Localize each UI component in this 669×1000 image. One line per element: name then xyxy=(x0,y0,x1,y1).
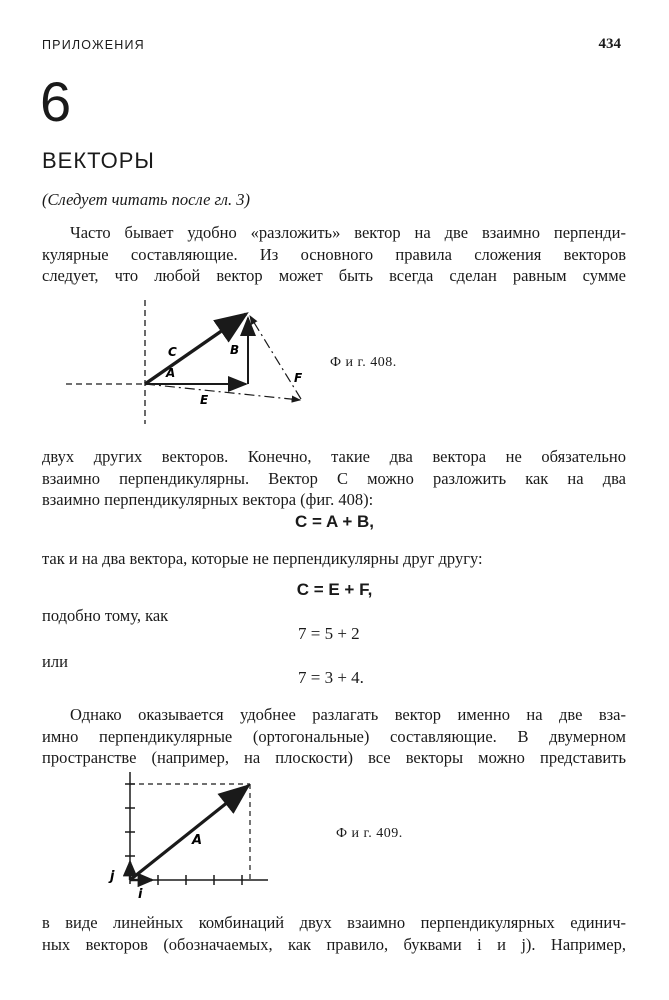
page-number: 434 xyxy=(598,36,621,52)
text-line: двух других векторов. Конечно, такие два вектора не обязательно xyxy=(42,447,626,466)
text-line: в виде линейных комбинаций двух взаимно перпендикулярных единич- xyxy=(42,913,626,932)
vector-a xyxy=(130,786,248,880)
figure-408-diagram xyxy=(60,298,320,428)
text-line: имно перпендикулярные (ортогональные) составляющие. В двумерном xyxy=(42,726,626,746)
text-or: или xyxy=(42,652,68,671)
vector-f xyxy=(250,316,301,399)
formula-7-equals-5-plus-2: 7 = 5 + 2 xyxy=(298,624,360,643)
text-line: кулярные составляющие. Из основного правила сложения векторов xyxy=(42,244,626,264)
text-line: Однако оказывается удобнее разлагать вектор именно на две вза- xyxy=(70,705,626,724)
paragraph-orthogonal xyxy=(42,704,626,769)
formula-c-equals-e-plus-f: C = E + F, xyxy=(296,580,373,599)
text-line: Часто бывает удобно «разложить» вектор на две взаимно перпенди- xyxy=(70,223,626,242)
chapter-title: ВЕКТОРЫ xyxy=(42,148,155,173)
label-a: A xyxy=(166,366,176,380)
text-like: подобно тому, как xyxy=(42,606,169,625)
formula-7-equals-3-plus-4: 7 = 3 + 4. xyxy=(298,668,364,687)
label-f: F xyxy=(294,371,303,385)
running-header-section: ПРИЛОЖЕНИЯ xyxy=(42,38,145,52)
text-line: пространстве (например, на плоскости) все векторы можно представить xyxy=(42,748,626,767)
paragraph-linear-combination xyxy=(42,912,626,955)
label-j: j xyxy=(110,869,115,884)
paragraph-decomposition xyxy=(42,446,626,511)
figure-409-caption: Ф и г. 409. xyxy=(336,826,403,841)
paragraph-nonperpendicular xyxy=(42,548,626,570)
label-a: A xyxy=(192,833,203,848)
label-e: E xyxy=(200,393,209,407)
label-c: C xyxy=(168,345,177,359)
text-line: ных векторов (обозначаемых, как правило, буквами i и j). Например, xyxy=(42,934,626,954)
text-line: следует, что любой вектор может быть всегда сделан равным сумме xyxy=(42,266,626,285)
formula-c-equals-a-plus-b: C = A + B, xyxy=(294,512,375,531)
text-line: взаимно перпендикулярных вектора (фиг. 408): xyxy=(42,490,374,509)
text-line: так и на два вектора, которые не перпендикулярны друг другу: xyxy=(42,549,483,568)
chapter-reading-note: (Следует читать после гл. 3) xyxy=(42,190,250,209)
figure-408-caption: Ф и г. 408. xyxy=(330,355,397,370)
label-b: B xyxy=(230,343,240,357)
chapter-number: 6 xyxy=(40,70,72,133)
text-line: взаимно перпендикулярны. Вектор C можно разложить как на два xyxy=(42,468,626,488)
paragraph-intro xyxy=(42,222,626,287)
vector-e xyxy=(145,384,300,400)
figure-409-diagram xyxy=(100,772,270,900)
label-i: i xyxy=(138,887,143,900)
